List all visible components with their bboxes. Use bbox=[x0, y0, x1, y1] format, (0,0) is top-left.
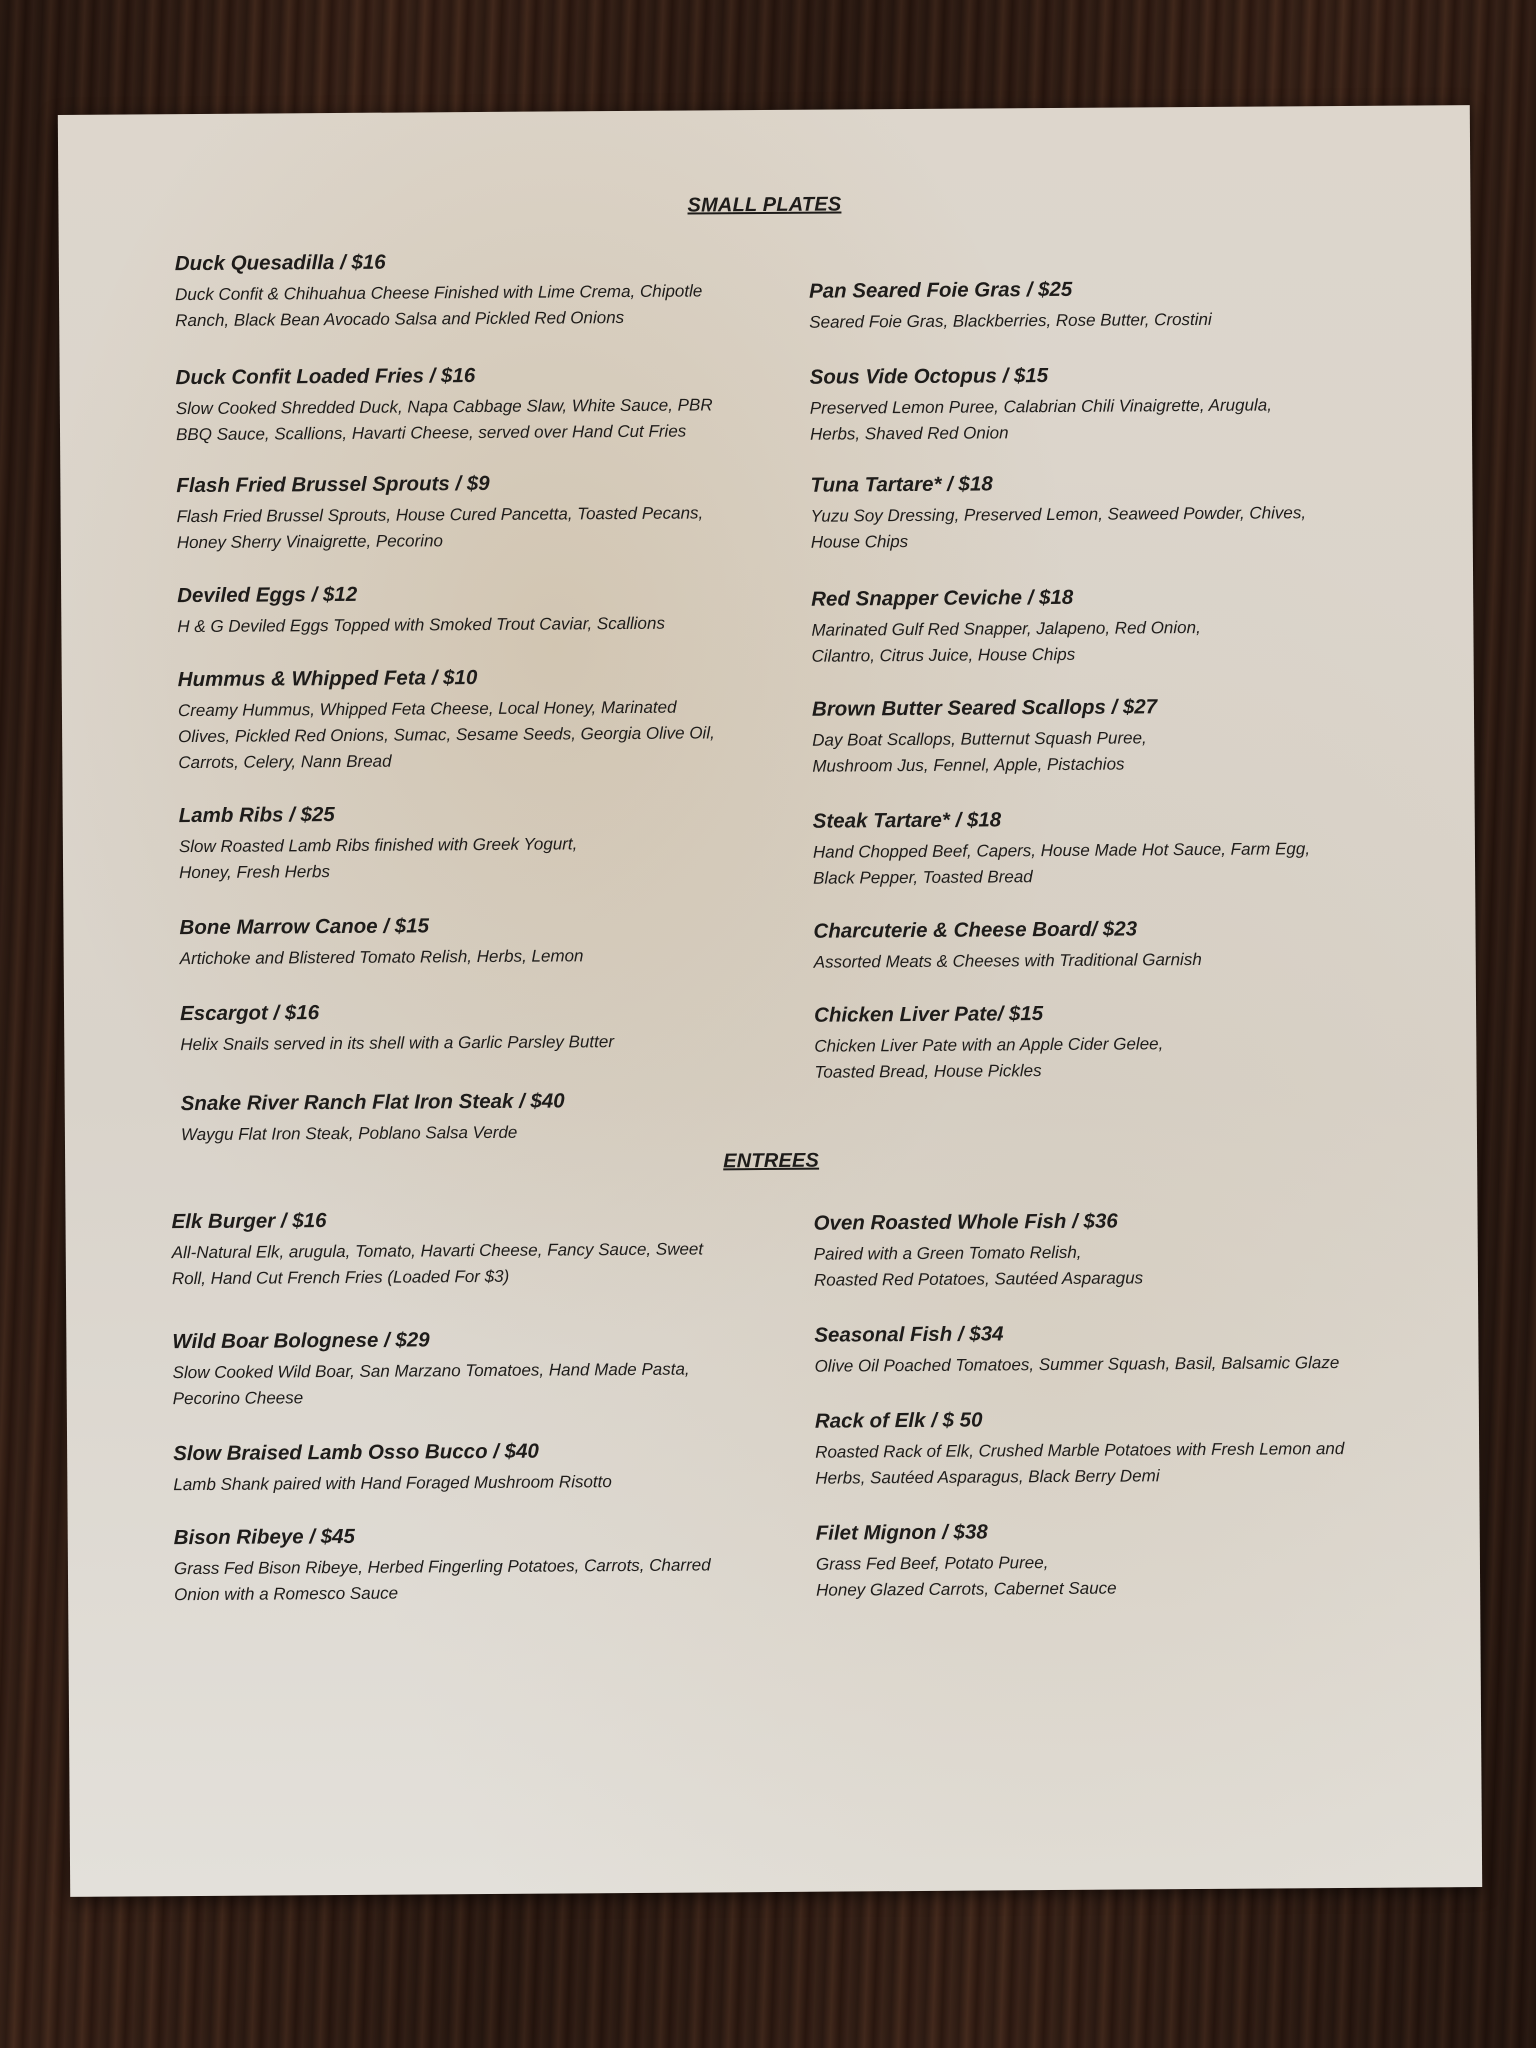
menu-item bbox=[171, 1206, 762, 1292]
description-line: Creamy Hummus, Whipped Feta Cheese, Local Honey, Marinated bbox=[177, 697, 677, 721]
description-line: Olives, Pickled Red Onions, Sumac, Sesame Seeds, Georgia Olive Oil, bbox=[178, 723, 715, 747]
item-name: Wild Boar Bolognese / $29 bbox=[172, 1328, 430, 1354]
description-line: Honey, Fresh Herbs bbox=[179, 862, 331, 883]
item-description bbox=[814, 1238, 1404, 1294]
description-line: H & G Deviled Eggs Topped with Smoked Trout Caviar, Scallions bbox=[177, 613, 666, 637]
description-line: House Chips bbox=[810, 532, 909, 552]
item-description bbox=[814, 1350, 1404, 1380]
item-name: Hummus & Whipped Feta / $10 bbox=[177, 666, 478, 692]
item-name: Steak Tartare* / $18 bbox=[812, 808, 1002, 833]
item-name: Escargot / $16 bbox=[179, 1001, 320, 1026]
item-description bbox=[811, 500, 1401, 556]
item-name: Red Snapper Ceviche / $18 bbox=[811, 585, 1074, 611]
item-name: Slow Braised Lamb Osso Bucco / $40 bbox=[173, 1439, 539, 1466]
item-name: Filet Mignon / $38 bbox=[815, 1520, 988, 1545]
menu-item bbox=[178, 664, 769, 776]
description-line: Pecorino Cheese bbox=[172, 1388, 304, 1409]
menu-item bbox=[179, 912, 769, 972]
menu-item bbox=[809, 276, 1399, 336]
description-line: Marinated Gulf Red Snapper, Jalapeno, Red Onion, bbox=[811, 617, 1201, 640]
description-line: Preserved Lemon Puree, Calabrian Chili Vinaigrette, Arugula, bbox=[809, 395, 1273, 418]
item-name: Duck Confit Loaded Fries / $16 bbox=[175, 364, 476, 390]
item-description bbox=[172, 1236, 762, 1292]
description-line: Lamb Shank paired with Hand Foraged Mushroom Risotto bbox=[173, 1472, 612, 1495]
menu-item bbox=[813, 916, 1403, 976]
entrees-heading: ENTREES bbox=[723, 1149, 820, 1173]
menu-item bbox=[813, 1208, 1404, 1294]
description-line: Herbs, Shaved Red Onion bbox=[809, 423, 1009, 444]
description-line: Seared Foie Gras, Blackberries, Rose Butter, Crostini bbox=[809, 309, 1212, 332]
menu-item bbox=[812, 694, 1403, 780]
item-name: Flash Fried Brussel Sprouts / $9 bbox=[176, 471, 490, 498]
item-name: Rack of Elk / $ 50 bbox=[814, 1408, 983, 1433]
description-line: Grass Fed Beef, Potato Puree, bbox=[815, 1553, 1049, 1574]
description-line: Slow Roasted Lamb Ribs finished with Greek Yogurt, bbox=[178, 834, 578, 857]
description-line: Grass Fed Bison Ribeye, Herbed Fingerling Potatoes, Carrots, Charred bbox=[173, 1555, 711, 1579]
item-name: Brown Butter Seared Scallops / $27 bbox=[811, 695, 1158, 721]
item-name: Duck Quesadilla / $16 bbox=[174, 250, 386, 276]
description-line: Roasted Rack of Elk, Crushed Marble Potatoes with Fresh Lemon and bbox=[815, 1439, 1345, 1462]
description-line: Yuzu Soy Dressing, Preserved Lemon, Seaweed Powder, Chives, bbox=[810, 503, 1307, 526]
menu-item bbox=[815, 1406, 1406, 1492]
menu-item bbox=[813, 806, 1404, 892]
item-description bbox=[814, 1030, 1404, 1086]
menu-item bbox=[173, 1438, 763, 1498]
menu-item bbox=[176, 362, 767, 448]
item-description bbox=[810, 392, 1400, 448]
item-name: Sous Vide Octopus / $15 bbox=[809, 364, 1049, 389]
item-name: Oven Roasted Whole Fish / $36 bbox=[813, 1209, 1118, 1235]
description-line: Artichoke and Blistered Tomato Relish, Herbs, Lemon bbox=[179, 946, 584, 969]
item-description bbox=[177, 500, 767, 556]
item-description bbox=[180, 942, 770, 972]
description-line: Helix Snails served in its shell with a Garlic Parsley Butter bbox=[180, 1032, 615, 1055]
item-name: Seasonal Fish / $34 bbox=[814, 1322, 1004, 1347]
item-description bbox=[816, 1548, 1406, 1604]
description-line: Paired with a Green Tomato Relish, bbox=[813, 1242, 1082, 1264]
description-line: Waygu Flat Iron Steak, Poblano Salsa Verde bbox=[180, 1122, 518, 1145]
item-name: Lamb Ribs / $25 bbox=[178, 803, 335, 828]
description-line: Chicken Liver Pate with an Apple Cider Gelee, bbox=[814, 1034, 1164, 1056]
description-line: All-Natural Elk, arugula, Tomato, Havarti Cheese, Fancy Sauce, Sweet bbox=[171, 1239, 704, 1263]
item-description bbox=[813, 836, 1403, 892]
item-name: Pan Seared Foie Gras / $25 bbox=[808, 277, 1073, 303]
item-name: Tuna Tartare* / $18 bbox=[810, 472, 993, 497]
menu-item bbox=[180, 998, 770, 1058]
description-line: Duck Confit & Chihuahua Cheese Finished with Lime Crema, Chipotle bbox=[174, 281, 703, 305]
item-description bbox=[809, 306, 1399, 336]
menu-item bbox=[810, 362, 1401, 448]
item-description bbox=[172, 1356, 762, 1412]
menu-item bbox=[181, 1088, 771, 1148]
menu-item bbox=[814, 1000, 1405, 1086]
item-description bbox=[174, 1552, 764, 1608]
item-description bbox=[811, 614, 1401, 670]
item-description bbox=[178, 694, 769, 776]
item-description bbox=[815, 1436, 1405, 1492]
item-name: Bone Marrow Canoe / $15 bbox=[179, 914, 430, 940]
small-plates-heading: SMALL PLATES bbox=[687, 193, 842, 217]
description-line: Slow Cooked Wild Boar, San Marzano Tomatoes, Hand Made Pasta, bbox=[172, 1359, 690, 1383]
description-line: Honey Glazed Carrots, Cabernet Sauce bbox=[816, 1578, 1117, 1600]
item-description bbox=[180, 1028, 770, 1058]
description-line: Hand Chopped Beef, Capers, House Made Hot Sauce, Farm Egg, bbox=[812, 839, 1311, 862]
menu-item bbox=[177, 580, 767, 640]
description-line: Carrots, Celery, Nann Bread bbox=[178, 751, 392, 773]
menu-sheet bbox=[58, 105, 1482, 1897]
item-description bbox=[177, 610, 767, 640]
description-line: Roasted Red Potatoes, Sautéed Asparagus bbox=[813, 1268, 1144, 1290]
item-name: Bison Ribeye / $45 bbox=[173, 1524, 355, 1550]
item-description bbox=[173, 1468, 763, 1498]
description-line: Olive Oil Poached Tomatoes, Summer Squash, Basil, Balsamic Glaze bbox=[814, 1353, 1340, 1376]
description-line: Flash Fried Brussel Sprouts, House Cured Pancetta, Toasted Pecans, bbox=[176, 503, 704, 527]
item-description bbox=[175, 278, 765, 334]
description-line: Slow Cooked Shredded Duck, Napa Cabbage Slaw, White Sauce, PBR bbox=[175, 395, 713, 419]
menu-item bbox=[814, 1320, 1404, 1380]
description-line: Cilantro, Citrus Juice, House Chips bbox=[811, 644, 1076, 666]
description-line: Black Pepper, Toasted Bread bbox=[813, 867, 1033, 888]
menu-item bbox=[810, 470, 1401, 556]
item-name: Charcuterie & Cheese Board/ $23 bbox=[813, 917, 1138, 943]
item-name: Deviled Eggs / $12 bbox=[177, 582, 358, 608]
item-name: Chicken Liver Pate/ $15 bbox=[814, 1002, 1044, 1027]
menu-item bbox=[179, 800, 770, 886]
description-line: Herbs, Sautéed Asparagus, Black Berry Demi bbox=[815, 1466, 1160, 1488]
description-line: Honey Sherry Vinaigrette, Pecorino bbox=[176, 531, 444, 553]
menu-item bbox=[172, 1326, 763, 1412]
menu-item bbox=[816, 1518, 1407, 1604]
menu-item bbox=[174, 1522, 765, 1608]
description-line: Assorted Meats & Cheeses with Traditional Garnish bbox=[813, 949, 1202, 972]
description-line: BBQ Sauce, Scallions, Havarti Cheese, served over Hand Cut Fries bbox=[175, 421, 687, 445]
menu-item bbox=[176, 470, 767, 556]
description-line: Ranch, Black Bean Avocado Salsa and Pickled Red Onions bbox=[175, 308, 625, 331]
item-description bbox=[176, 392, 766, 448]
description-line: Roll, Hand Cut French Fries (Loaded For $3) bbox=[171, 1266, 510, 1289]
item-description bbox=[812, 724, 1402, 780]
item-description bbox=[179, 830, 769, 886]
description-line: Toasted Bread, House Pickles bbox=[814, 1061, 1042, 1082]
description-line: Day Boat Scallops, Butternut Squash Puree, bbox=[812, 728, 1147, 750]
item-name: Elk Burger / $16 bbox=[171, 1209, 327, 1234]
menu-item bbox=[811, 584, 1402, 670]
item-description bbox=[181, 1118, 771, 1148]
item-name: Snake River Ranch Flat Iron Steak / $40 bbox=[180, 1089, 565, 1116]
menu-item bbox=[175, 248, 766, 334]
description-line: Onion with a Romesco Sauce bbox=[174, 1583, 399, 1605]
description-line: Mushroom Jus, Fennel, Apple, Pistachios bbox=[812, 754, 1125, 776]
item-description bbox=[814, 946, 1404, 976]
